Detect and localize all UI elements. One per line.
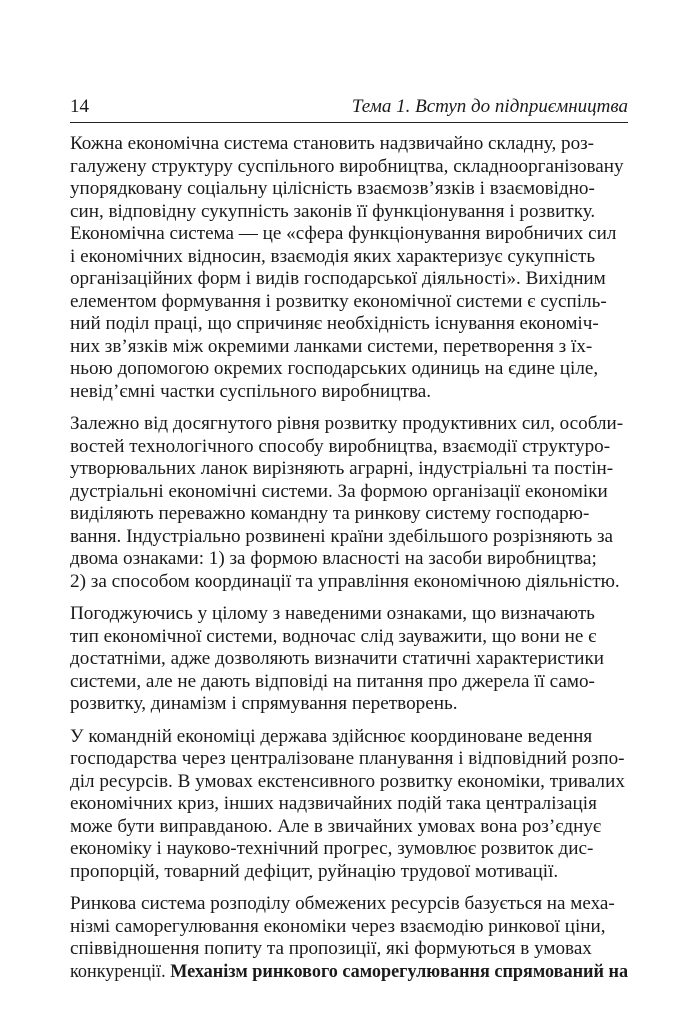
paragraph-5 [70, 893, 630, 983]
text-line: упорядковану соціальну цілісність взаємозв’язків і взаємовідно- [70, 178, 595, 199]
text-line: розвитку, динамізм і спрямування перетворень. [70, 693, 458, 714]
bold-text: Механізм ринкового саморегулювання спрямований на [170, 960, 629, 982]
text-line: них зв’язків між окремими ланками системи, перетворення з їх- [70, 335, 593, 357]
text-line: економіку і науково-технічний прогрес, зумовлює розвиток дис- [70, 838, 594, 859]
text-line: У командній економіці держава здійснює координоване ведення [70, 725, 593, 747]
text-line: співвідношення попиту та пропозиції, які формуються в умовах [70, 938, 592, 959]
page-number: 14 [70, 96, 89, 117]
text-line: Економічна система — це «сфера функціонування виробничих сил [70, 223, 617, 244]
text-line-mixed [70, 960, 629, 984]
text-line: син, відповідну сукупність законів її функціонування і розвитку. [70, 200, 596, 222]
text-line: пропорцій, товарний дефіцит, руйнацію трудової мотивації. [70, 860, 559, 882]
text-line: організаційних форм і видів господарської діяльності». Вихідним [70, 268, 606, 289]
text-line: Погоджуючись у цілому з наведеними ознаками, що визначають [70, 603, 595, 624]
text-line: нізмі саморегулювання економіки через взаємодію ринкової ціни, [70, 915, 606, 937]
text-line: Кожна економічна система становить надзвичайно складну, роз- [70, 133, 595, 154]
text-line: вання. Індустріально розвинені країни здебільшого розрізняють за [70, 525, 614, 547]
text-line: і економічних відносин, взаємодія яких характеризує сукупність [70, 245, 596, 267]
plain-text: конкуренції. [70, 960, 171, 982]
page-header [70, 92, 628, 123]
text-line: тип економічної системи, водночас слід зауважити, що вони не є [70, 625, 597, 647]
text-line: господарства через централізоване планування і відповідний розпо- [70, 748, 625, 769]
text-line: виділяють переважно командну та ринкову систему господарю- [70, 503, 590, 524]
text-line: може бути виправданою. Але в звичайних умовах вона роз’єднує [70, 815, 602, 837]
text-line: 2) за способом координації та управління економічною діяльністю. [70, 570, 620, 592]
text-line: галужену структуру суспільного виробництва, складноорганізовану [70, 155, 624, 177]
text-line: двома ознаками: 1) за формою власності на засоби виробництва; [70, 548, 597, 569]
paragraph-2 [70, 413, 630, 593]
paragraph-4 [70, 726, 630, 884]
text-line: елементом формування і розвитку економічної системи є суспіль- [70, 290, 607, 312]
text-line: утворювальних ланок вирізняють аграрні, індустріальні та постін- [70, 458, 614, 479]
text-line: Залежно від досягнутого рівня розвитку продуктивних сил, особли- [70, 413, 624, 434]
text-line: востей технологічного способу виробництва, взаємодії структуро- [70, 435, 611, 457]
body-text [70, 133, 630, 993]
text-line: діл ресурсів. В умовах екстенсивного розвитку економіки, тривалих [70, 770, 625, 792]
text-line: системи, але не дають відповіді на питання про джерела її само- [70, 670, 595, 692]
text-line: невід’ємні частки суспільного виробництва. [70, 380, 432, 402]
paragraph-1 [70, 133, 630, 403]
text-line: дустріальні економічні системи. За формою організації економіки [70, 480, 608, 502]
text-line: ний поділ праці, що спричиняє необхідність існування економіч- [70, 313, 599, 334]
text-line: достатніми, адже дозволяють визначити статичні характеристики [70, 648, 604, 669]
text-line: ньою допомогою окремих господарських одиниць на єдине ціле, [70, 358, 599, 379]
running-title: Тема 1. Вступ до підприємництва [351, 96, 628, 117]
text-line: Ринкова система розподілу обмежених ресурсів базується на меха- [70, 893, 615, 914]
text-line: економічних криз, інших надзвичайних подій така централізація [70, 793, 597, 814]
paragraph-3 [70, 603, 630, 716]
